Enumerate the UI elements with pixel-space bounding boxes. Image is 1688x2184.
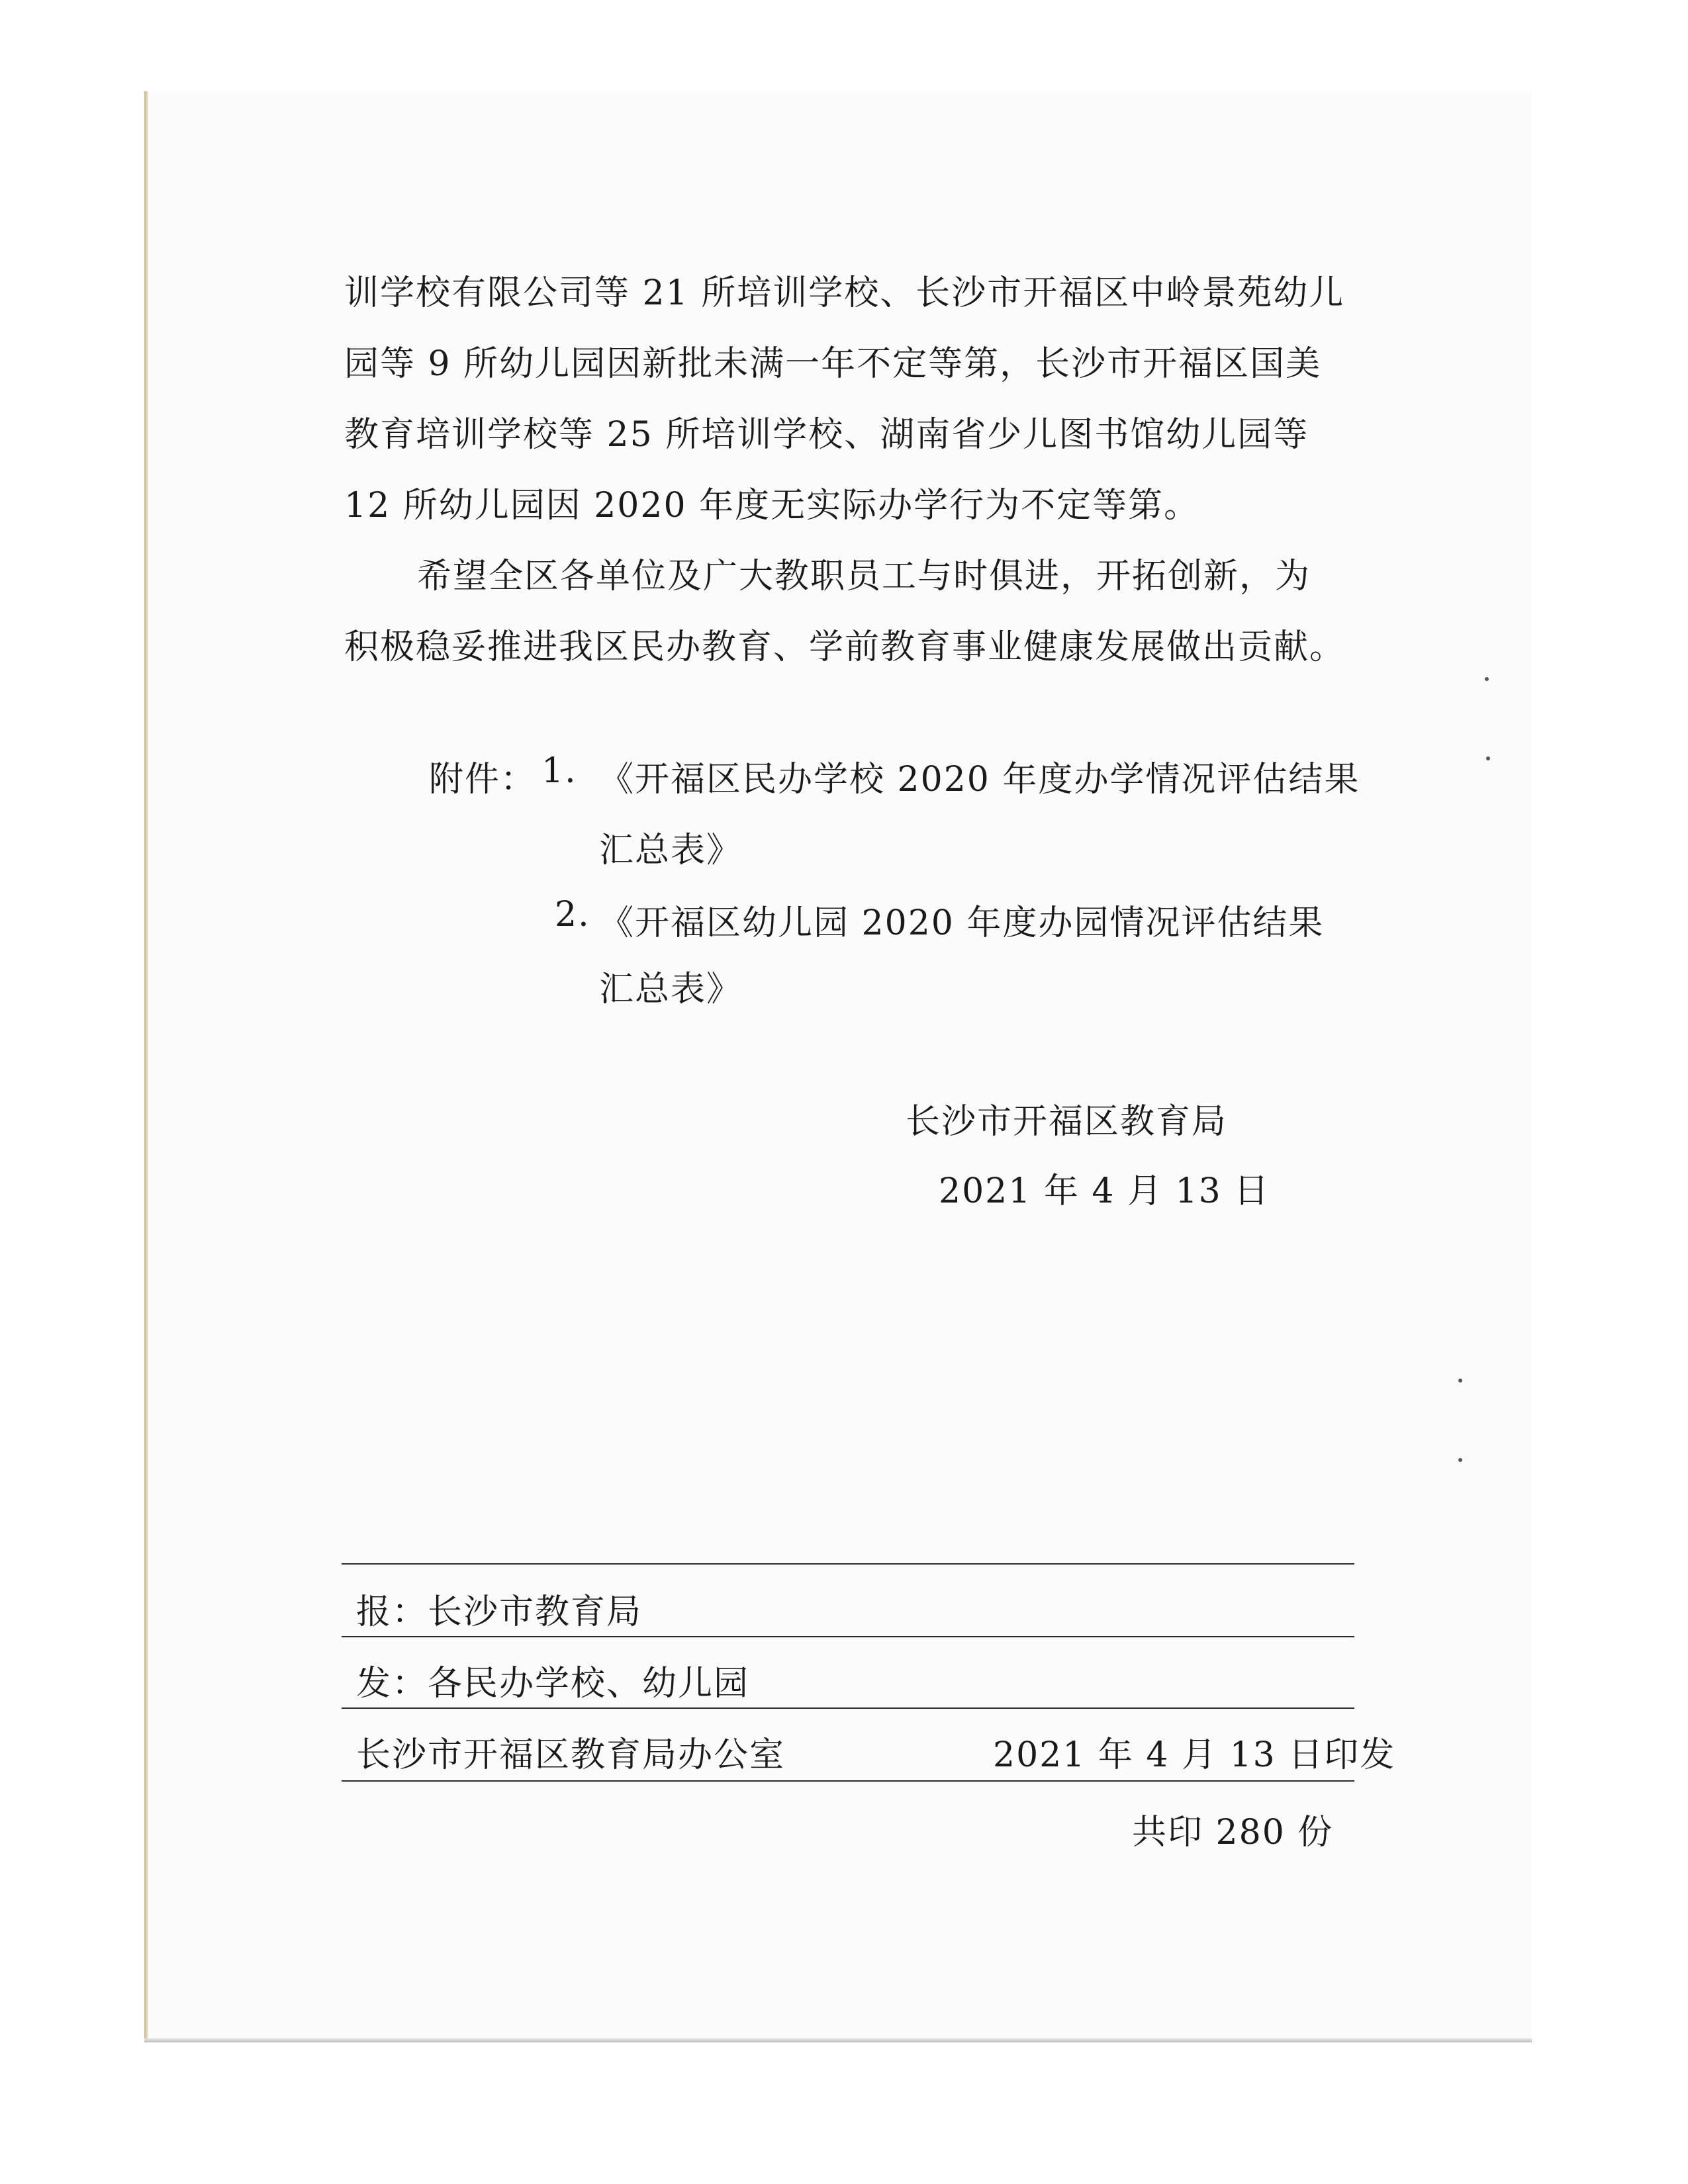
send-to: 发：各民办学校、幼儿园 — [356, 1664, 750, 1704]
attachment-number: 2. — [555, 895, 590, 934]
issuing-office: 长沙市开福区教育局办公室 — [356, 1735, 786, 1775]
body-line: 12 所幼儿园因 2020 年度无实际办学行为不定等第。 — [344, 486, 1200, 525]
signature-date: 2021 年 4 月 13 日 — [939, 1171, 1270, 1211]
report-to: 报：长沙市教育局 — [356, 1592, 643, 1632]
footer-rule — [342, 1563, 1354, 1565]
attachment-title-cont: 汇总表》 — [599, 970, 743, 1009]
attachments-label: 附件： — [429, 760, 537, 799]
page-edge-left — [144, 91, 148, 2042]
page-edge-bottom — [144, 2038, 1532, 2042]
body-line: 园等 9 所幼儿园因新批未满一年不定等第，长沙市开福区国美 — [344, 344, 1322, 384]
body-line: 训学校有限公司等 21 所培训学校、长沙市开福区中岭景苑幼儿 — [344, 273, 1345, 313]
scan-speck — [1458, 1379, 1462, 1383]
footer-rule — [342, 1636, 1354, 1637]
signature-organization: 长沙市开福区教育局 — [906, 1102, 1228, 1142]
footer-rule — [342, 1780, 1354, 1782]
scan-speck — [1485, 677, 1489, 681]
scan-speck — [1458, 1458, 1462, 1462]
copies-count: 共印 280 份 — [1132, 1813, 1334, 1852]
body-line: 教育培训学校等 25 所培训学校、湖南省少儿图书馆幼儿园等 — [344, 415, 1309, 455]
footer-rule — [342, 1707, 1354, 1709]
issue-date: 2021 年 4 月 13 日印发 — [993, 1735, 1396, 1775]
body-paragraph-start: 希望全区各单位及广大教职员工与时俱进，开拓创新，为 — [417, 557, 1311, 596]
attachment-number: 1. — [541, 751, 577, 791]
attachment-title: 《开福区民办学校 2020 年度办学情况评估结果 — [599, 760, 1360, 799]
attachment-title: 《开福区幼儿园 2020 年度办园情况评估结果 — [599, 903, 1325, 943]
attachment-title-cont: 汇总表》 — [599, 831, 743, 870]
scan-speck — [1486, 756, 1490, 760]
body-line: 积极稳妥推进我区民办教育、学前教育事业健康发展做出贡献。 — [344, 627, 1346, 667]
